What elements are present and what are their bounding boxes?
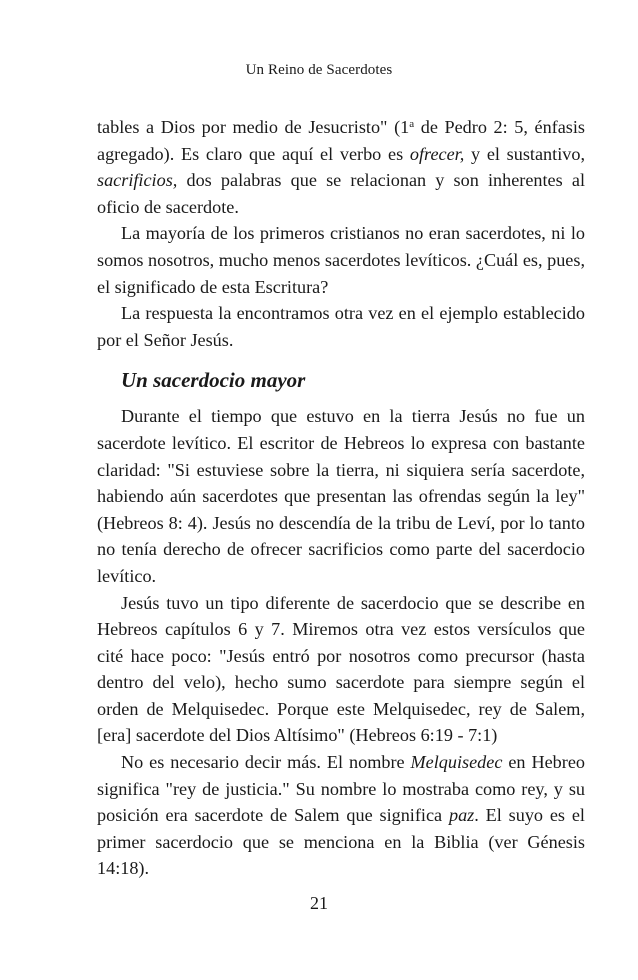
paragraph-1-text-a: tables a Dios por medio de Jesucristo" (1: [97, 117, 410, 137]
paragraph-6-text-c: . El suyo es el primer sacerdocio que se menciona en la Biblia (ver Génesis 14:18).: [97, 805, 585, 879]
paragraph-1-text-d: dos palabras que se relacionan y son inherentes al oficio de sacerdote.: [97, 170, 585, 217]
paragraph-2: La mayoría de los primeros cristianos no eran sacerdotes, ni lo somos nosotros, mucho menos sacerdotes levíticos. ¿Cuál es, pues, el significado de esta Escritura?: [97, 223, 585, 297]
paragraph-1: [97, 114, 585, 220]
italic-term-sacrificios: sacrificios,: [97, 170, 178, 191]
section-heading: Un sacerdocio mayor: [121, 368, 306, 393]
paragraph-6-text-b: en Hebreo significa "rey de justicia." Su nombre lo mostraba como rey, y su posición era sacerdote de Salem que significa: [97, 752, 585, 826]
paragraph-4: Durante el tiempo que estuvo en la tierra Jesús no fue un sacerdote levítico. El escritor de Hebreos lo expresa con bastante claridad: "Si estuviese sobre la tierra, ni siquiera sería sacerdote, habiendo aún sacerdotes que presentan las ofrendas según la ley" (Hebreos 8: 4). Jesús no descendía de la tribu de Leví, por lo tanto no tenía derecho de ofrecer sacrificios como parte del sacerdocio levítico.: [97, 406, 585, 586]
body-text: [97, 114, 585, 882]
paragraph-5: Jesús tuvo un tipo diferente de sacerdocio que se describe en Hebreos capítulos 6 y 7. Miremos otra vez estos versículos que cité hace poco: "Jesús entró por nosotros como precursor (hasta dentro del velo), hecho sumo sacerdote para siempre según el orden de Melquisedec. Porque este Melquisedec, rey de Salem, [era] sacerdote del Dios Altísimo" (Hebreos 6:19 - 7:1): [97, 592, 585, 746]
italic-term-ofrecer: ofrecer,: [409, 143, 465, 164]
paragraph-1-text-b: de Pedro 2: 5, énfasis agregado). Es claro que aquí el verbo es: [97, 117, 586, 164]
paragraph-6: [97, 749, 585, 882]
italic-term-melquisedec: Melquisedec: [410, 752, 503, 773]
paragraph-1-text-c: y el sustantivo,: [464, 143, 585, 164]
italic-term-paz: paz: [448, 805, 475, 826]
paragraph-3: La respuesta la encontramos otra vez en el ejemplo establecido por el Señor Jesús.: [97, 303, 585, 350]
paragraph-6-text-a: No es necesario decir más. El nombre: [121, 752, 411, 773]
ordinal-superscript: a: [409, 118, 415, 130]
running-header: Un Reino de Sacerdotes: [245, 62, 393, 78]
page-number: 21: [310, 893, 328, 913]
